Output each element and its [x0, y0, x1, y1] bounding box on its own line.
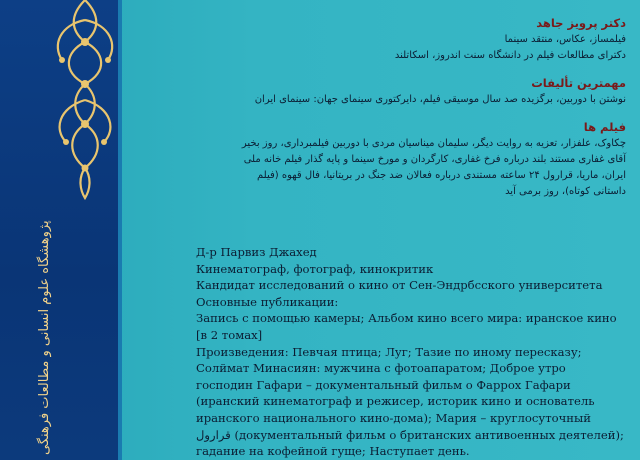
russian-works-line: иранского национального кино-дома); Мария – круглосуточный [196, 410, 591, 425]
russian-publications-line: Запись с помощью камеры; Альбом кино всего мира: иранское кино [196, 311, 617, 326]
russian-publications-heading: Основные публикации: [196, 294, 339, 309]
persian-degree: دکترای مطالعات فیلم در دانشگاه سنت اندروز، اسکاتلند [394, 50, 626, 61]
persian-films-heading: فیلم ها [583, 120, 626, 134]
russian-name: Д-р Парвиз Джахед [196, 245, 317, 259]
persian-films-line: چکاوک، علفزار، تعزیه به روایت دیگر، سلیمان میناسیان مردی با دوربین فیلمبرداری، روز بخیر [241, 138, 626, 149]
russian-biography [196, 244, 626, 460]
persian-name: دکتر پرویز جاهد [536, 16, 626, 30]
russian-publications-line: [в 2 томах] [196, 327, 263, 342]
persian-publications-text: نوشتن با دوربین، برگزیده صد سال موسیقی فیلم، دایرکتوری سینمای جهان: سینمای ایران [254, 94, 626, 105]
institute-vertical-title: پژوهشگاه علوم انسانی و مطالعات فرهنگی [37, 220, 52, 455]
russian-works-line: господин Гафари – документальный фильм о Фаррох Гафари [196, 377, 571, 392]
russian-profession: Кинематограф, фотограф, кинокритик [196, 261, 434, 276]
russian-works-line: гадание на кофейной гуще; Наступает день. [196, 444, 470, 459]
russian-works-line: Произведения: Певчая птица; Луг; Тазие по иному пересказу; [196, 344, 582, 359]
russian-works-line: قرارول (документальный фильм о британских антивоенных деятелей); [196, 427, 624, 442]
persian-profession: فیلمساز، عکاس، منتقد سینما [504, 34, 626, 45]
arabesque-ornament-icon [50, 0, 120, 200]
persian-biography [146, 8, 626, 200]
persian-films-line: ایران، ماریا، قرارول ۲۴ ساعته مستندی درباره فعالان ضد جنگ در بریتانیا، فال قهوه (فیلم [257, 170, 626, 181]
persian-films-line: آقای غفاری مستند بلند درباره فرخ غفاری، کارگردان و مورخ سینما و پایه گذار فیلم خانه ملی [243, 154, 626, 165]
persian-publications-heading: مهمترین تألیفات [531, 76, 626, 90]
russian-works-line: Солймат Минасиян: мужчина с фотоапаратом; Доброе утро [196, 361, 566, 376]
russian-works-line: (иранский кинематограф и режисер, историк кино и основатель [196, 394, 595, 409]
persian-films-line: داستانی کوتاه)، روز برمی آید [505, 186, 626, 197]
russian-degree: Кандидат исследований о кино от Сен-Эндрбсского университета [196, 278, 603, 293]
